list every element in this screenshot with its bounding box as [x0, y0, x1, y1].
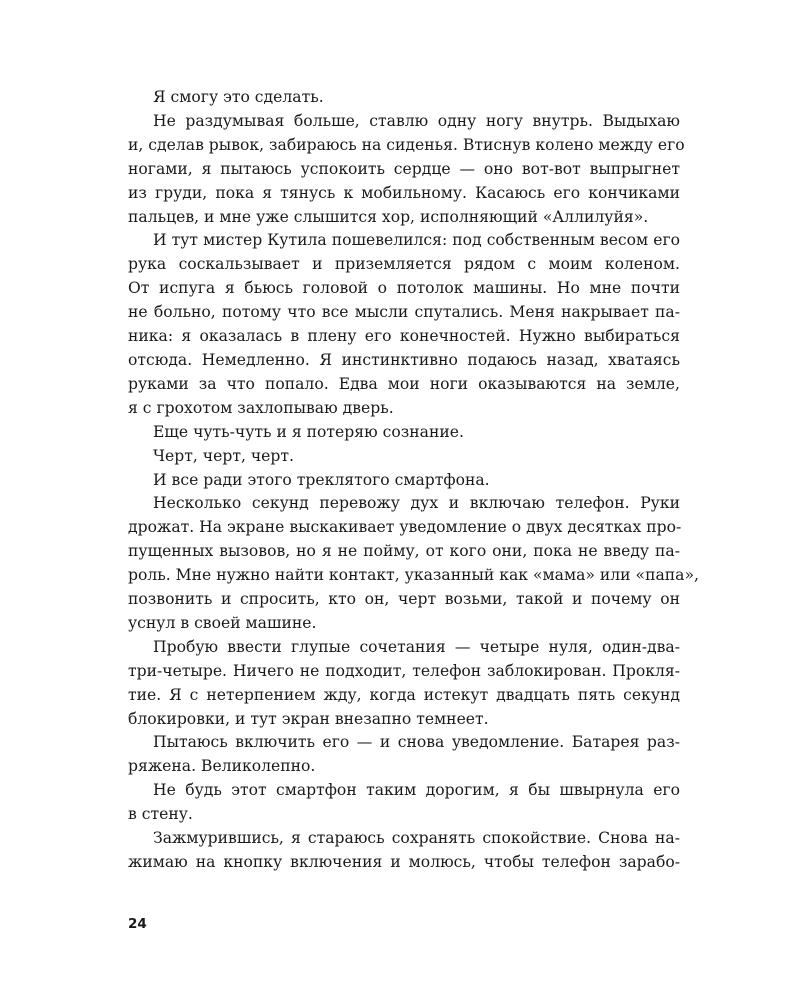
text-line: ряжена. Великолепно. [128, 757, 316, 776]
text-line: роль. Мне нужно найти контакт, указанный как «мама» или «папа», [128, 566, 699, 585]
text-line: ника: я оказалась в плену его конечностей. Нужно выбираться [128, 327, 680, 346]
paragraph [128, 86, 680, 110]
text-line: уснул в своей машине. [128, 613, 317, 632]
text-line: пальцев, и мне уже слышится хор, исполняющий «Аллилуйя». [128, 207, 649, 226]
text-line: и, сделав рывок, забираюсь на сиденья. Втиснув колено между его [128, 135, 685, 154]
text-line: отсюда. Немедленно. Я инстинктивно подаюсь назад, хватаясь [128, 350, 680, 369]
text-line: блокировки, и тут экран внезапно темнеет. [128, 709, 489, 728]
text-line: ногами, я пытаюсь успокоить сердце — оно вот-вот выпрыгнет [128, 159, 680, 178]
text-line: я с грохотом захлопываю дверь. [128, 398, 394, 417]
paragraph [128, 492, 699, 635]
text-line: тие. Я с нетерпением жду, когда истекут двадцать пять секунд [128, 685, 680, 704]
paragraph [128, 636, 680, 732]
text-line: Я смогу это сделать. [153, 88, 324, 106]
text-line: пущенных вызовов, но я не пойму, от кого они, пока не введу па- [128, 542, 680, 561]
text-line: из груди, пока я тянусь к мобильному. Касаюсь его кончиками [128, 183, 680, 202]
text-line: И все ради этого треклятого смартфона. [153, 470, 490, 489]
text-line: Черт, черт, черт. [153, 446, 294, 465]
paragraph [128, 731, 680, 779]
paragraph [128, 421, 680, 445]
paragraph [128, 827, 680, 875]
paragraph [128, 445, 680, 469]
text-line: позвонить и спросить, кто он, черт возьми, такой и почему он [128, 590, 680, 609]
text-line: Пробую ввести глупые сочетания — четыре нуля, один-два- [153, 637, 680, 656]
text-line: И тут мистер Кутила пошевелился: под собственным весом его [153, 231, 680, 250]
page-number: 24 [128, 916, 147, 932]
text-line: Пытаюсь включить его — и снова уведомление. Батарея раз- [153, 733, 680, 752]
body-text [128, 86, 699, 875]
text-line: руками за что попало. Едва мои ноги оказываются на земле, [128, 374, 680, 393]
text-line: рука соскальзывает и приземляется рядом с моим коленом. [128, 255, 680, 274]
text-line: не больно, потому что все мысли спутались. Меня накрывает па- [128, 303, 680, 322]
text-line: Не будь этот смартфон таким дорогим, я бы швырнула его [153, 781, 680, 800]
paragraph [128, 229, 680, 420]
paragraph [128, 469, 680, 493]
paragraph [128, 779, 680, 827]
text-line: дрожат. На экране выскакивает уведомление о двух десятках про- [128, 518, 682, 537]
text-line: Еще чуть-чуть и я потеряю сознание. [153, 422, 464, 441]
text-line: Несколько секунд перевожу дух и включаю телефон. Руки [153, 494, 680, 513]
text-line: Зажмурившись, я стараюсь сохранять спокойствие. Снова на- [153, 829, 680, 848]
paragraph [128, 110, 685, 230]
page-body [128, 86, 699, 875]
text-line: в стену. [128, 805, 193, 824]
text-line: три-четыре. Ничего не подходит, телефон заблокирован. Прокля- [128, 661, 680, 680]
text-line: Не раздумывая больше, ставлю одну ногу внутрь. Выдыхаю [153, 111, 680, 130]
text-line: От испуга я бьюсь головой о потолок машины. Но мне почти [128, 279, 680, 298]
text-line: жимаю на кнопку включения и молюсь, чтобы телефон зарабо- [128, 853, 680, 871]
